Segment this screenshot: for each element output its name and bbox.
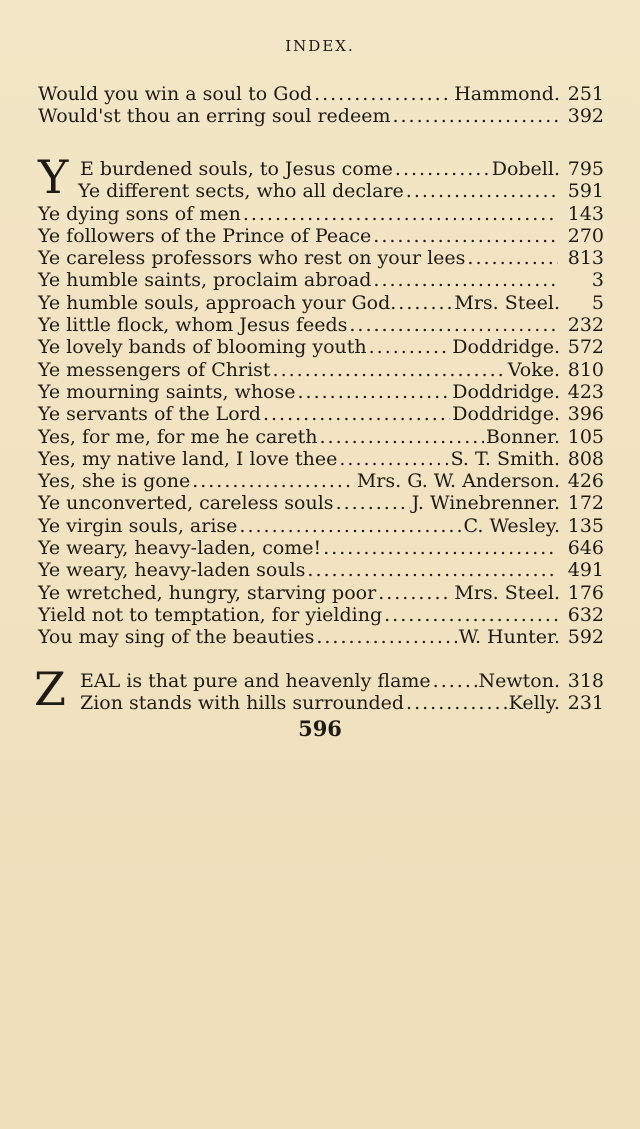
index-entry bbox=[38, 225, 604, 247]
entry-title: Ye messengers of Christ bbox=[38, 358, 271, 381]
entry-title: You may sing of the beauties bbox=[38, 626, 315, 649]
entry-title: Ye wretched, hungry, starving poor bbox=[38, 581, 377, 604]
leader-dots bbox=[314, 83, 452, 105]
entry-number: 426 bbox=[567, 470, 604, 493]
entry-number: 176 bbox=[567, 581, 604, 604]
entry-title: Ye weary, heavy-laden souls bbox=[38, 559, 306, 582]
index-entry bbox=[38, 105, 604, 127]
leader-dots bbox=[319, 426, 483, 448]
leader-dots bbox=[349, 314, 558, 336]
entry-author: Bonner. bbox=[485, 425, 560, 448]
entry-number: 231 bbox=[567, 692, 604, 715]
entry-author: C. Wesley. bbox=[463, 514, 560, 537]
entry-title: Ye unconverted, careless souls bbox=[38, 492, 334, 515]
entry-title: Ye lovely bands of blooming youth bbox=[38, 336, 367, 359]
index-entry bbox=[38, 314, 604, 336]
index-group-z bbox=[38, 670, 604, 715]
dropcap-y: Y bbox=[38, 150, 69, 204]
entry-author: Mrs. G. W. Anderson. bbox=[356, 470, 560, 493]
index-entry bbox=[38, 83, 604, 105]
leader-dots bbox=[398, 292, 452, 314]
entry-title: Ye weary, heavy-laden, come! bbox=[38, 537, 322, 560]
index-entry bbox=[38, 582, 604, 604]
leader-dots bbox=[384, 604, 558, 626]
leader-dots bbox=[378, 582, 452, 604]
leader-dots bbox=[373, 269, 558, 291]
index-entry bbox=[38, 292, 604, 314]
entry-title: Yes, my native land, I love thee bbox=[38, 447, 338, 470]
entry-number: 3 bbox=[591, 269, 604, 292]
entry-title: Ye dying sons of men bbox=[38, 202, 241, 225]
entry-title: Would you win a soul to God bbox=[38, 83, 313, 105]
entry-title: Would'st thou an erring soul redeem bbox=[38, 105, 391, 128]
entry-author: J. Winebrenner. bbox=[411, 492, 560, 515]
entry-number: 646 bbox=[567, 537, 604, 560]
leader-dots bbox=[339, 448, 448, 470]
index-entry bbox=[38, 158, 604, 180]
entry-title: Yes, for me, for me he careth bbox=[38, 425, 318, 448]
index-entry bbox=[38, 180, 604, 202]
leader-dots bbox=[406, 180, 558, 202]
leader-dots bbox=[243, 203, 558, 225]
index-entry bbox=[38, 359, 604, 381]
entry-number: 318 bbox=[567, 670, 604, 692]
entry-number: 5 bbox=[591, 291, 604, 314]
entry-number: 251 bbox=[567, 83, 604, 105]
entry-title: Yield not to temptation, for yielding bbox=[38, 603, 383, 626]
page-number: 596 bbox=[298, 716, 342, 741]
entry-author: S. T. Smith. bbox=[450, 447, 560, 470]
entry-number: 572 bbox=[567, 336, 604, 359]
entry-author: Mrs. Steel. bbox=[454, 291, 560, 314]
entry-author: Hammond. bbox=[454, 83, 560, 105]
entry-number: 808 bbox=[567, 447, 604, 470]
entry-title: EAL is that pure and heavenly flame bbox=[80, 670, 431, 692]
entry-number: 232 bbox=[567, 314, 604, 337]
entry-number: 143 bbox=[567, 202, 604, 225]
leader-dots bbox=[406, 692, 507, 714]
index-entry bbox=[38, 336, 604, 358]
entry-title: Ye little flock, whom Jesus feeds bbox=[38, 314, 348, 337]
index-entry bbox=[38, 269, 604, 291]
entry-title: Ye different sects, who all declare bbox=[78, 180, 404, 203]
leader-dots bbox=[392, 105, 558, 127]
index-entry bbox=[38, 403, 604, 425]
index-entry bbox=[38, 492, 604, 514]
entry-title: Ye followers of the Prince of Peace bbox=[38, 224, 372, 247]
entry-author: Dobell. bbox=[491, 158, 560, 180]
entry-number: 270 bbox=[567, 224, 604, 247]
leader-dots bbox=[239, 515, 461, 537]
index-entry bbox=[38, 426, 604, 448]
entry-number: 423 bbox=[567, 380, 604, 403]
index-entry bbox=[38, 470, 604, 492]
index-entry bbox=[38, 604, 604, 626]
leader-dots bbox=[467, 247, 558, 269]
index-entry bbox=[38, 448, 604, 470]
entry-title: Ye humble souls, approach your God. bbox=[38, 291, 397, 314]
page-header: INDEX. bbox=[285, 37, 355, 55]
leader-dots bbox=[192, 470, 355, 492]
index-entry bbox=[38, 692, 604, 714]
leader-dots bbox=[323, 537, 558, 559]
entry-number: 813 bbox=[567, 247, 604, 270]
entry-number: 810 bbox=[567, 358, 604, 381]
leader-dots bbox=[369, 336, 451, 358]
entry-number: 592 bbox=[567, 626, 604, 649]
entry-title: Ye mourning saints, whose bbox=[38, 380, 296, 403]
entry-number: 396 bbox=[567, 403, 604, 426]
entry-author: Voke. bbox=[507, 358, 560, 381]
index-entry bbox=[38, 515, 604, 537]
leader-dots bbox=[307, 559, 558, 581]
leader-dots bbox=[263, 403, 450, 425]
index-entry bbox=[38, 626, 604, 648]
leader-dots bbox=[395, 158, 490, 180]
entry-title: Zion stands with hills surrounded bbox=[80, 692, 405, 715]
dropcap-z: Z bbox=[34, 662, 66, 716]
entry-author: W. Hunter. bbox=[458, 626, 560, 649]
leader-dots bbox=[336, 492, 410, 514]
entry-author: Kelly. bbox=[508, 692, 560, 715]
leader-dots bbox=[433, 670, 477, 692]
entry-title: Ye careless professors who rest on your lees bbox=[38, 247, 466, 270]
entry-author: Doddridge. bbox=[452, 380, 560, 403]
entry-number: 591 bbox=[567, 180, 604, 203]
index-entry bbox=[38, 381, 604, 403]
entry-author: Doddridge. bbox=[452, 403, 560, 426]
entry-title: Ye humble saints, proclaim abroad bbox=[38, 269, 372, 292]
entry-number: 135 bbox=[567, 514, 604, 537]
entry-author: Newton. bbox=[478, 670, 560, 692]
leader-dots bbox=[316, 626, 456, 648]
leader-dots bbox=[373, 225, 558, 247]
index-group-w bbox=[38, 83, 604, 128]
entry-number: 491 bbox=[567, 559, 604, 582]
index-group-y bbox=[38, 158, 604, 649]
index-entry bbox=[38, 247, 604, 269]
entry-title: Ye servants of the Lord bbox=[38, 403, 261, 426]
entry-number: 392 bbox=[567, 105, 604, 128]
entry-number: 105 bbox=[567, 425, 604, 448]
index-entry bbox=[38, 670, 604, 692]
leader-dots bbox=[273, 359, 506, 381]
entry-author: Mrs. Steel. bbox=[454, 581, 560, 604]
entry-title: Yes, she is gone bbox=[38, 470, 191, 493]
entry-title: E burdened souls, to Jesus come bbox=[80, 158, 393, 180]
entry-number: 795 bbox=[567, 158, 604, 180]
entry-title: Ye virgin souls, arise bbox=[38, 514, 238, 537]
leader-dots bbox=[298, 381, 451, 403]
entry-number: 632 bbox=[567, 603, 604, 626]
entry-author: Doddridge. bbox=[452, 336, 560, 359]
index-entry bbox=[38, 537, 604, 559]
index-entry bbox=[38, 203, 604, 225]
entry-number: 172 bbox=[567, 492, 604, 515]
index-entry bbox=[38, 559, 604, 581]
